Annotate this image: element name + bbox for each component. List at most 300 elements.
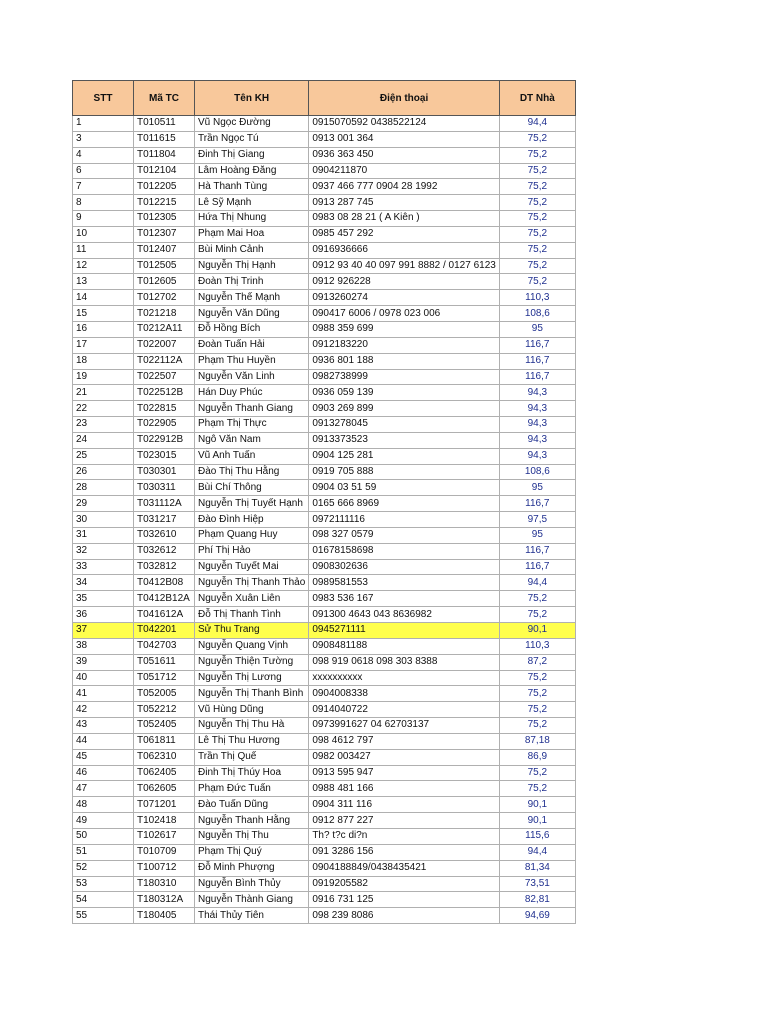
cell-stt: 42 [73, 702, 134, 718]
table-row [73, 290, 576, 306]
cell-dt-nha: 82,81 [499, 892, 575, 908]
table-row [73, 195, 576, 211]
cell-dien-thoai: 098 239 8086 [309, 908, 500, 924]
cell-stt: 33 [73, 559, 134, 575]
cell-ten-kh: Đoàn Thị Trinh [195, 274, 309, 290]
cell-ten-kh: Phí Thị Hảo [195, 543, 309, 559]
cell-stt: 41 [73, 686, 134, 702]
cell-ten-kh: Thái Thủy Tiên [195, 908, 309, 924]
cell-dt-nha: 116,7 [499, 337, 575, 353]
cell-ten-kh: Phạm Đức Tuấn [195, 781, 309, 797]
cell-dt-nha: 87,2 [499, 654, 575, 670]
cell-ten-kh: Nguyễn Thị Hạnh [195, 258, 309, 274]
cell-stt: 8 [73, 195, 134, 211]
cell-ten-kh: Trần Thị Quế [195, 749, 309, 765]
cell-dien-thoai: 098 327 0579 [309, 527, 500, 543]
cell-stt: 51 [73, 844, 134, 860]
cell-ma-tc: T051712 [134, 670, 195, 686]
cell-ten-kh: Hà Thanh Tùng [195, 179, 309, 195]
cell-dt-nha: 110,3 [499, 290, 575, 306]
cell-ten-kh: Phạm Thị Thực [195, 417, 309, 433]
cell-ten-kh: Nguyễn Quang Vịnh [195, 638, 309, 654]
cell-dien-thoai: 0913373523 [309, 432, 500, 448]
cell-dien-thoai: Th? t?c di?n [309, 828, 500, 844]
cell-stt: 3 [73, 131, 134, 147]
cell-dien-thoai: 0988 481 166 [309, 781, 500, 797]
table-row [73, 179, 576, 195]
table-row [73, 670, 576, 686]
table-row [73, 147, 576, 163]
cell-ma-tc: T042703 [134, 638, 195, 654]
table-row [73, 512, 576, 528]
table-row [73, 274, 576, 290]
cell-dien-thoai: 01678158698 [309, 543, 500, 559]
cell-stt: 24 [73, 432, 134, 448]
cell-dt-nha: 75,2 [499, 147, 575, 163]
cell-dien-thoai: 0904188849/0438435421 [309, 860, 500, 876]
cell-ten-kh: Nguyễn Văn Linh [195, 369, 309, 385]
table-row [73, 543, 576, 559]
cell-stt: 15 [73, 306, 134, 322]
cell-ma-tc: T0212A11 [134, 321, 195, 337]
cell-dien-thoai: 0919 705 888 [309, 464, 500, 480]
cell-dien-thoai: 0972111116 [309, 512, 500, 528]
cell-dien-thoai: 0904 311 116 [309, 797, 500, 813]
cell-dien-thoai: 098 919 0618 098 303 8388 [309, 654, 500, 670]
cell-ten-kh: Nguyễn Thị Thanh Bình [195, 686, 309, 702]
cell-dien-thoai: 0165 666 8969 [309, 496, 500, 512]
cell-dt-nha: 116,7 [499, 496, 575, 512]
cell-stt: 50 [73, 828, 134, 844]
cell-dien-thoai: 0908302636 [309, 559, 500, 575]
cell-dt-nha: 73,51 [499, 876, 575, 892]
cell-dt-nha: 75,2 [499, 702, 575, 718]
cell-stt: 29 [73, 496, 134, 512]
cell-dt-nha: 75,2 [499, 686, 575, 702]
cell-ma-tc: T042201 [134, 623, 195, 639]
cell-dt-nha: 75,2 [499, 607, 575, 623]
cell-dien-thoai: 0919205582 [309, 876, 500, 892]
cell-ten-kh: Hán Duy Phúc [195, 385, 309, 401]
table-body [73, 116, 576, 924]
cell-dt-nha: 94,4 [499, 575, 575, 591]
cell-stt: 38 [73, 638, 134, 654]
cell-ma-tc: T030311 [134, 480, 195, 496]
cell-dt-nha: 75,2 [499, 179, 575, 195]
cell-stt: 28 [73, 480, 134, 496]
cell-dien-thoai: 0983 08 28 21 ( A Kiên ) [309, 211, 500, 227]
cell-dien-thoai: 0936 059 139 [309, 385, 500, 401]
cell-dt-nha: 86,9 [499, 749, 575, 765]
table-row [73, 749, 576, 765]
cell-dt-nha: 75,2 [499, 226, 575, 242]
cell-ten-kh: Phạm Mai Hoa [195, 226, 309, 242]
cell-ma-tc: T102617 [134, 828, 195, 844]
table-row [73, 464, 576, 480]
cell-ma-tc: T102418 [134, 813, 195, 829]
cell-dt-nha: 94,3 [499, 432, 575, 448]
cell-stt: 36 [73, 607, 134, 623]
cell-ma-tc: T022507 [134, 369, 195, 385]
cell-stt: 14 [73, 290, 134, 306]
cell-dt-nha: 95 [499, 321, 575, 337]
table-row [73, 480, 576, 496]
cell-ma-tc: T041612A [134, 607, 195, 623]
table-row [73, 401, 576, 417]
cell-ma-tc: T0412B12A [134, 591, 195, 607]
table-row [73, 242, 576, 258]
cell-dien-thoai: 0912 877 227 [309, 813, 500, 829]
cell-ma-tc: T051611 [134, 654, 195, 670]
cell-stt: 54 [73, 892, 134, 908]
cell-stt: 44 [73, 733, 134, 749]
cell-dt-nha: 108,6 [499, 306, 575, 322]
cell-dt-nha: 81,34 [499, 860, 575, 876]
cell-ma-tc: T012505 [134, 258, 195, 274]
cell-ma-tc: T012215 [134, 195, 195, 211]
cell-dien-thoai: 0983 536 167 [309, 591, 500, 607]
table-row [73, 638, 576, 654]
table-row [73, 417, 576, 433]
customer-table [72, 80, 576, 924]
cell-stt: 32 [73, 543, 134, 559]
table-row [73, 844, 576, 860]
table-row [73, 828, 576, 844]
cell-stt: 11 [73, 242, 134, 258]
cell-ma-tc: T012605 [134, 274, 195, 290]
cell-stt: 48 [73, 797, 134, 813]
cell-ten-kh: Trần Ngọc Tú [195, 131, 309, 147]
cell-ten-kh: Lê Thị Thu Hương [195, 733, 309, 749]
cell-ten-kh: Đào Thị Thu Hằng [195, 464, 309, 480]
cell-dt-nha: 75,2 [499, 242, 575, 258]
cell-dt-nha: 116,7 [499, 353, 575, 369]
cell-dien-thoai: 0945271111 [309, 623, 500, 639]
cell-ten-kh: Nguyễn Thị Thu [195, 828, 309, 844]
cell-ma-tc: T010709 [134, 844, 195, 860]
cell-dt-nha: 75,2 [499, 211, 575, 227]
cell-ma-tc: T071201 [134, 797, 195, 813]
table-row [73, 813, 576, 829]
cell-dt-nha: 110,3 [499, 638, 575, 654]
cell-dien-thoai: 0903 269 899 [309, 401, 500, 417]
cell-ten-kh: Đoàn Tuấn Hải [195, 337, 309, 353]
table-row [73, 718, 576, 734]
table-row [73, 733, 576, 749]
cell-dien-thoai: 0985 457 292 [309, 226, 500, 242]
cell-ma-tc: T011804 [134, 147, 195, 163]
cell-dt-nha: 94,69 [499, 908, 575, 924]
cell-ten-kh: Nguyễn Thị Thanh Thảo [195, 575, 309, 591]
cell-stt: 40 [73, 670, 134, 686]
cell-ma-tc: T052005 [134, 686, 195, 702]
cell-dien-thoai: 0913 001 364 [309, 131, 500, 147]
table-row [73, 797, 576, 813]
cell-dien-thoai: 090417 6006 / 0978 023 006 [309, 306, 500, 322]
cell-dien-thoai: 0973991627 04 62703137 [309, 718, 500, 734]
cell-stt: 13 [73, 274, 134, 290]
cell-ma-tc: T062605 [134, 781, 195, 797]
cell-ten-kh: Đào Đình Hiệp [195, 512, 309, 528]
cell-dien-thoai: 0904211870 [309, 163, 500, 179]
cell-stt: 30 [73, 512, 134, 528]
cell-stt: 10 [73, 226, 134, 242]
cell-ma-tc: T032610 [134, 527, 195, 543]
table-row [73, 654, 576, 670]
table-row [73, 385, 576, 401]
table-row [73, 559, 576, 575]
cell-stt: 46 [73, 765, 134, 781]
cell-ma-tc: T022815 [134, 401, 195, 417]
cell-dt-nha: 75,2 [499, 195, 575, 211]
cell-ma-tc: T0412B08 [134, 575, 195, 591]
table-row [73, 591, 576, 607]
cell-ma-tc: T180405 [134, 908, 195, 924]
cell-ten-kh: Nguyễn Thị Tuyết Hạnh [195, 496, 309, 512]
cell-ten-kh: Đỗ Hồng Bích [195, 321, 309, 337]
cell-ma-tc: T012104 [134, 163, 195, 179]
cell-dien-thoai: 0912183220 [309, 337, 500, 353]
cell-ma-tc: T022112A [134, 353, 195, 369]
table-row [73, 226, 576, 242]
cell-ma-tc: T012305 [134, 211, 195, 227]
cell-dt-nha: 75,2 [499, 131, 575, 147]
table-row [73, 876, 576, 892]
cell-dien-thoai: 0912 926228 [309, 274, 500, 290]
table-row [73, 306, 576, 322]
cell-dt-nha: 75,2 [499, 781, 575, 797]
cell-dt-nha: 90,1 [499, 813, 575, 829]
cell-dien-thoai: 0936 363 450 [309, 147, 500, 163]
cell-ten-kh: Phạm Thị Quý [195, 844, 309, 860]
cell-stt: 53 [73, 876, 134, 892]
cell-ten-kh: Phạm Thu Huyền [195, 353, 309, 369]
cell-ten-kh: Nguyễn Thị Thu Hà [195, 718, 309, 734]
table-row [73, 131, 576, 147]
cell-ma-tc: T022512B [134, 385, 195, 401]
cell-stt: 7 [73, 179, 134, 195]
cell-dt-nha: 75,2 [499, 591, 575, 607]
cell-stt: 16 [73, 321, 134, 337]
header-ma-tc: Mã TC [134, 81, 195, 116]
cell-dien-thoai: 091300 4643 043 8636982 [309, 607, 500, 623]
cell-ten-kh: Vũ Hùng Dũng [195, 702, 309, 718]
cell-stt: 39 [73, 654, 134, 670]
cell-dt-nha: 108,6 [499, 464, 575, 480]
cell-ma-tc: T031217 [134, 512, 195, 528]
cell-stt: 9 [73, 211, 134, 227]
cell-stt: 22 [73, 401, 134, 417]
header-dien-thoai: Điện thoại [309, 81, 500, 116]
cell-dt-nha: 87,18 [499, 733, 575, 749]
cell-dt-nha: 115,6 [499, 828, 575, 844]
table-row [73, 496, 576, 512]
cell-dien-thoai: 0913 595 947 [309, 765, 500, 781]
cell-ma-tc: T021218 [134, 306, 195, 322]
cell-dt-nha: 116,7 [499, 369, 575, 385]
table-row [73, 908, 576, 924]
cell-ma-tc: T180312A [134, 892, 195, 908]
cell-ma-tc: T012307 [134, 226, 195, 242]
cell-stt: 55 [73, 908, 134, 924]
cell-ten-kh: Vũ Anh Tuấn [195, 448, 309, 464]
cell-ten-kh: Phạm Quang Huy [195, 527, 309, 543]
cell-dt-nha: 75,2 [499, 274, 575, 290]
cell-ten-kh: Đào Tuấn Dũng [195, 797, 309, 813]
table-row [73, 321, 576, 337]
cell-ten-kh: Hứa Thị Nhung [195, 211, 309, 227]
cell-dien-thoai: 0989581553 [309, 575, 500, 591]
cell-dien-thoai: 098 4612 797 [309, 733, 500, 749]
table-row [73, 686, 576, 702]
cell-stt: 26 [73, 464, 134, 480]
cell-dt-nha: 95 [499, 527, 575, 543]
table-row [73, 765, 576, 781]
cell-ma-tc: T022905 [134, 417, 195, 433]
cell-stt: 45 [73, 749, 134, 765]
header-stt: STT [73, 81, 134, 116]
cell-ten-kh: Bùi Minh Cảnh [195, 242, 309, 258]
table-row [73, 702, 576, 718]
cell-ma-tc: T022912B [134, 432, 195, 448]
cell-ten-kh: Nguyễn Văn Dũng [195, 306, 309, 322]
cell-ten-kh: Ngô Văn Nam [195, 432, 309, 448]
cell-dien-thoai: 0904 125 281 [309, 448, 500, 464]
cell-dt-nha: 90,1 [499, 797, 575, 813]
table-row [73, 892, 576, 908]
cell-stt: 6 [73, 163, 134, 179]
cell-ma-tc: T032612 [134, 543, 195, 559]
cell-stt: 37 [73, 623, 134, 639]
cell-dien-thoai: 0912 93 40 40 097 991 8882 / 0127 6123 [309, 258, 500, 274]
table-row [73, 860, 576, 876]
cell-dt-nha: 75,2 [499, 670, 575, 686]
cell-dien-thoai: 0913278045 [309, 417, 500, 433]
cell-stt: 1 [73, 116, 134, 132]
cell-ten-kh: Vũ Ngọc Đường [195, 116, 309, 132]
cell-ten-kh: Nguyễn Thị Lương [195, 670, 309, 686]
table-row [73, 353, 576, 369]
cell-dien-thoai: 0904 03 51 59 [309, 480, 500, 496]
cell-dt-nha: 90,1 [499, 623, 575, 639]
table-row [73, 258, 576, 274]
cell-stt: 34 [73, 575, 134, 591]
cell-ma-tc: T052405 [134, 718, 195, 734]
cell-ten-kh: Nguyễn Xuân Liên [195, 591, 309, 607]
cell-stt: 31 [73, 527, 134, 543]
cell-dien-thoai: 0982738999 [309, 369, 500, 385]
cell-ma-tc: T012205 [134, 179, 195, 195]
cell-dien-thoai: 0936 801 188 [309, 353, 500, 369]
cell-dt-nha: 94,3 [499, 385, 575, 401]
cell-ma-tc: T012407 [134, 242, 195, 258]
cell-dt-nha: 94,4 [499, 844, 575, 860]
cell-ma-tc: T011615 [134, 131, 195, 147]
cell-ten-kh: Nguyễn Thanh Giang [195, 401, 309, 417]
cell-dt-nha: 94,3 [499, 401, 575, 417]
cell-ma-tc: T180310 [134, 876, 195, 892]
table-row [73, 116, 576, 132]
cell-dien-thoai: 0982 003427 [309, 749, 500, 765]
cell-dien-thoai: 0937 466 777 0904 28 1992 [309, 179, 500, 195]
cell-dt-nha: 95 [499, 480, 575, 496]
cell-ten-kh: Nguyễn Thế Mạnh [195, 290, 309, 306]
cell-stt: 35 [73, 591, 134, 607]
cell-ma-tc: T022007 [134, 337, 195, 353]
cell-stt: 47 [73, 781, 134, 797]
cell-stt: 17 [73, 337, 134, 353]
cell-dt-nha: 75,2 [499, 258, 575, 274]
cell-dt-nha: 75,2 [499, 163, 575, 179]
cell-ten-kh: Đinh Thị Thúy Hoa [195, 765, 309, 781]
table-row [73, 575, 576, 591]
cell-ten-kh: Nguyễn Thiện Tường [195, 654, 309, 670]
header-ten-kh: Tên KH [195, 81, 309, 116]
cell-stt: 19 [73, 369, 134, 385]
cell-dt-nha: 116,7 [499, 543, 575, 559]
cell-ten-kh: Nguyễn Thành Giang [195, 892, 309, 908]
cell-dien-thoai: 091 3286 156 [309, 844, 500, 860]
cell-ma-tc: T062310 [134, 749, 195, 765]
cell-ten-kh: Nguyễn Bình Thủy [195, 876, 309, 892]
cell-ma-tc: T032812 [134, 559, 195, 575]
cell-dt-nha: 94,3 [499, 448, 575, 464]
cell-dien-thoai: 0904008338 [309, 686, 500, 702]
cell-dien-thoai: 0914040722 [309, 702, 500, 718]
cell-dt-nha: 94,4 [499, 116, 575, 132]
table-row-highlighted [73, 623, 576, 639]
cell-ma-tc: T062405 [134, 765, 195, 781]
cell-dien-thoai: 0916 731 125 [309, 892, 500, 908]
cell-ma-tc: T031112A [134, 496, 195, 512]
cell-ma-tc: T010511 [134, 116, 195, 132]
cell-stt: 43 [73, 718, 134, 734]
cell-ten-kh: Đỗ Minh Phượng [195, 860, 309, 876]
cell-ten-kh: Lê Sỹ Mạnh [195, 195, 309, 211]
header-row [73, 81, 576, 116]
cell-dt-nha: 94,3 [499, 417, 575, 433]
cell-stt: 18 [73, 353, 134, 369]
cell-dien-thoai: 0915070592 0438522124 [309, 116, 500, 132]
cell-ma-tc: T052212 [134, 702, 195, 718]
table-row [73, 163, 576, 179]
cell-dt-nha: 75,2 [499, 718, 575, 734]
cell-dt-nha: 75,2 [499, 765, 575, 781]
cell-stt: 49 [73, 813, 134, 829]
cell-ten-kh: Bùi Chí Thông [195, 480, 309, 496]
cell-dien-thoai: xxxxxxxxxx [309, 670, 500, 686]
cell-dt-nha: 97,5 [499, 512, 575, 528]
cell-dien-thoai: 0908481188 [309, 638, 500, 654]
header-dt-nha: DT Nhà [499, 81, 575, 116]
cell-stt: 52 [73, 860, 134, 876]
cell-ten-kh: Lâm Hoàng Đăng [195, 163, 309, 179]
cell-ten-kh: Sử Thu Trang [195, 623, 309, 639]
cell-dien-thoai: 0913 287 745 [309, 195, 500, 211]
cell-ma-tc: T061811 [134, 733, 195, 749]
cell-dt-nha: 116,7 [499, 559, 575, 575]
cell-ten-kh: Nguyễn Tuyết Mai [195, 559, 309, 575]
table-row [73, 369, 576, 385]
cell-ma-tc: T023015 [134, 448, 195, 464]
cell-ma-tc: T012702 [134, 290, 195, 306]
cell-ten-kh: Nguyễn Thanh Hằng [195, 813, 309, 829]
cell-ma-tc: T030301 [134, 464, 195, 480]
table-row [73, 432, 576, 448]
table-row [73, 607, 576, 623]
cell-stt: 12 [73, 258, 134, 274]
table-row [73, 337, 576, 353]
